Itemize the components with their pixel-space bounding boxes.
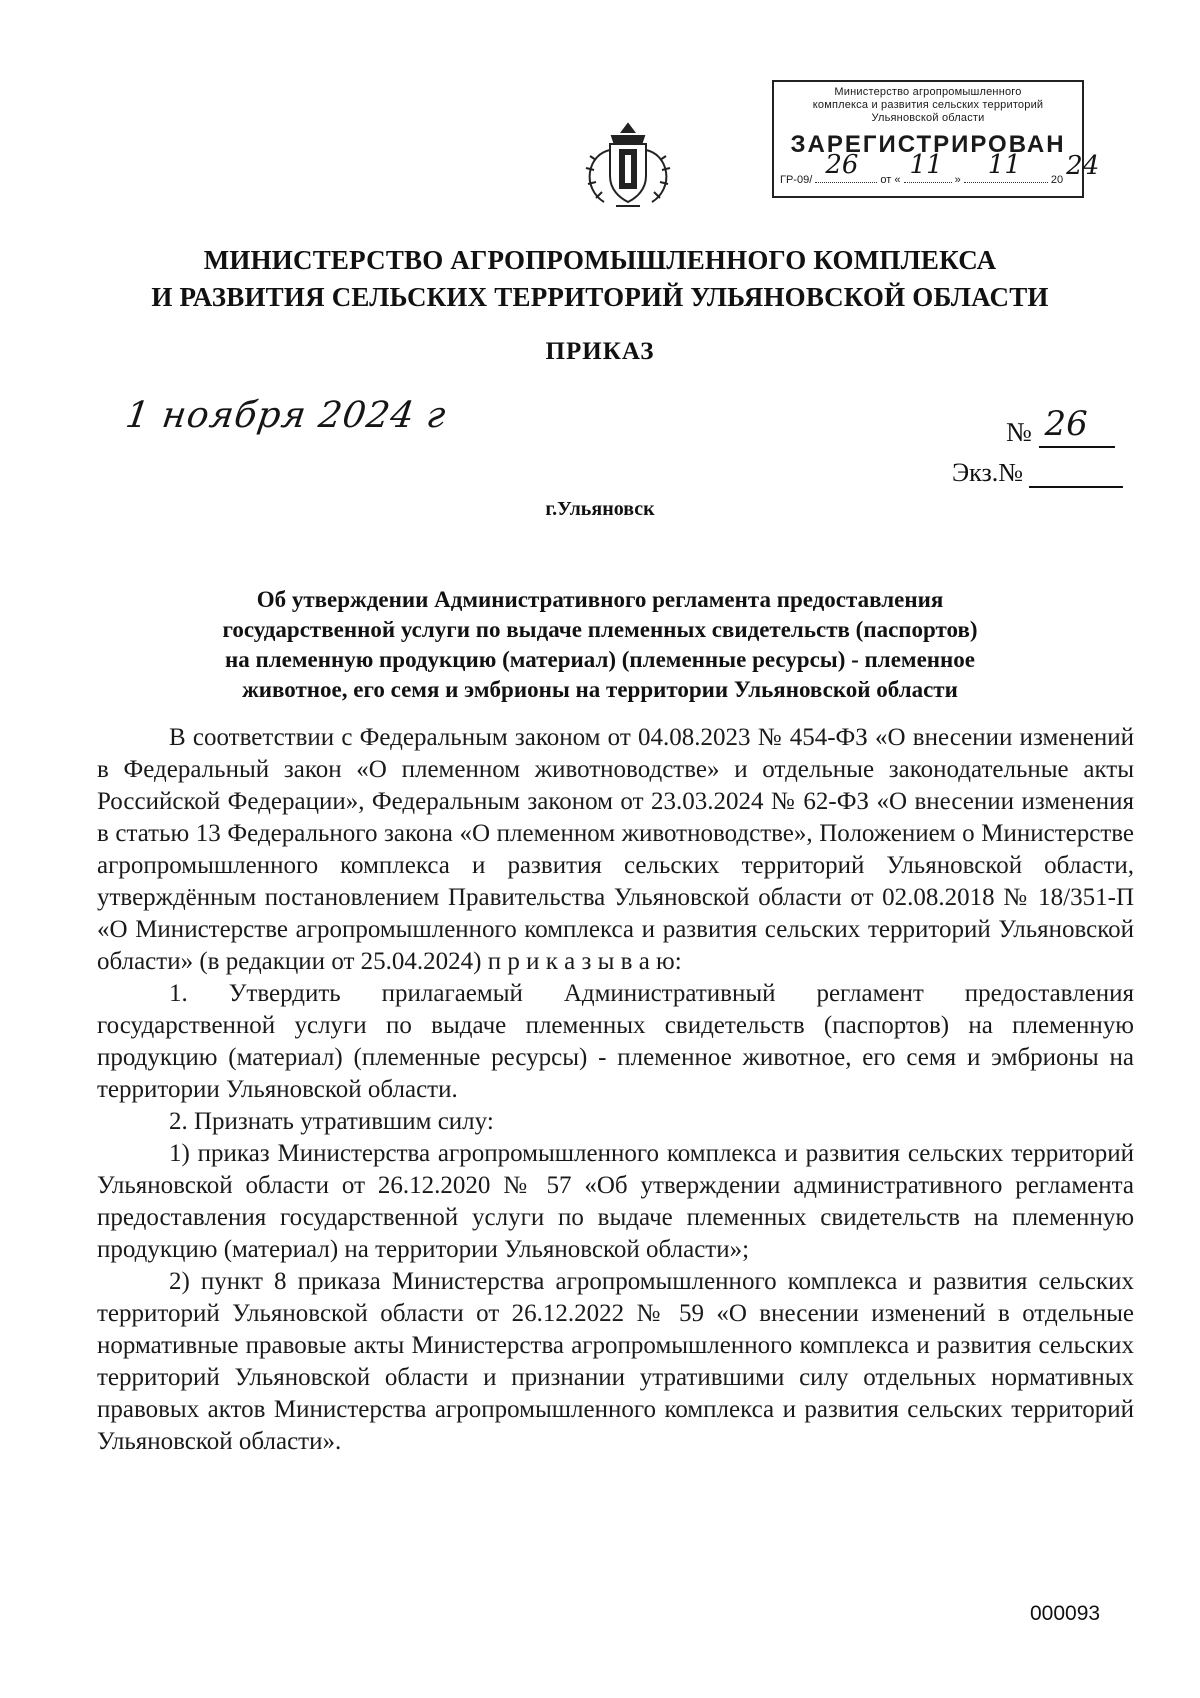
stamp-reg-year: 24 xyxy=(1066,151,1100,181)
handwritten-date: 1 ноября 2024 г xyxy=(123,395,450,436)
stamp-reg-day: 11 xyxy=(909,150,943,180)
number-value: 26 xyxy=(1044,404,1088,444)
order-body xyxy=(97,722,1134,1458)
subject-line4: животное, его семя и эмбрионы на территории Ульяновской области xyxy=(242,677,958,702)
subject-line2: государственной услуги по выдаче племенных свидетельств (паспортов) xyxy=(222,617,978,642)
order-number xyxy=(1006,404,1115,448)
item-1-paragraph: 1. Утвердить прилагаемый Административный регламент предоставления государственной услуги по выдаче племенных свидетельств (паспортов) на племенную продукцию (материал) (племенные ресурсы) - племенное животное, его семя и эмбрионы на территории Ульяновской области. xyxy=(97,980,1134,1103)
registration-stamp xyxy=(772,80,1100,198)
ministry-name xyxy=(150,242,1050,316)
page-code: 000093 xyxy=(1030,1602,1101,1625)
coat-of-arms-icon xyxy=(582,120,674,212)
order-subject xyxy=(150,585,1050,705)
number-label: № xyxy=(1006,417,1032,447)
item-2-2-paragraph: 2) пункт 8 приказа Министерства агропромышленного комплекса и развития сельских территорий Ульяновской области от 26.12.2022 № 59 «О внесении изменений в отдельные нормативные правовые акты Министерства агропромышленного комплекса и развития сельских территорий Ульяновской области и признании утратившими силу отдельных нормативных правовых актов Министерства агропромышленного комплекса и развития сельских территорий Ульяновской области». xyxy=(97,1268,1134,1455)
copy-number xyxy=(952,458,1123,488)
subject-line1: Об утверждении Административного регламента предоставления xyxy=(256,587,944,612)
item-2-1-paragraph: 1) приказ Министерства агропромышленного комплекса и развития сельских территорий Ульяновской области от 26.12.2020 № 57 «Об утверждении административного регламента предоставления государственной услуги по выдаче племенных свидетельств на племенную продукцию (материал) на территории Ульяновской области»; xyxy=(97,1140,1134,1263)
stamp-registered-label: ЗАРЕГИСТРИРОВАН xyxy=(790,131,1066,158)
stamp-registration-line: ГР-09/ 26 от « 11 » 11 20 24 xyxy=(780,150,1100,186)
item-2-paragraph: 2. Признать утратившим силу: xyxy=(169,1108,494,1135)
subject-line3: на племенную продукцию (материал) (племенные ресурсы) - племенное xyxy=(224,647,976,672)
stamp-org-line2: комплекса и развития сельских территорий xyxy=(812,99,1044,111)
stamp-reg-prefix: ГР-09/ xyxy=(780,174,813,186)
stamp-reg-year-prefix: 20 xyxy=(1050,174,1064,186)
document-type: ПРИКАЗ xyxy=(545,338,655,365)
ministry-line2: И РАЗВИТИЯ СЕЛЬСКИХ ТЕРРИТОРИЙ УЛЬЯНОВСКОЙ ОБЛАСТИ xyxy=(151,282,1049,312)
stamp-reg-from: от « xyxy=(880,174,901,186)
ministry-line1: МИНИСТЕРСТВО АГРОПРОМЫШЛЕННОГО КОМПЛЕКСА xyxy=(203,245,997,275)
stamp-reg-month: 11 xyxy=(987,150,1021,180)
copy-label: Экз.№ xyxy=(952,458,1024,487)
preamble-paragraph: В соответствии с Федеральным законом от 04.08.2023 № 454-ФЗ «О внесении изменений в Федеральный закон «О племенном животноводстве» и отдельные законодательные акты Российской Федерации», Федеральным законом от 23.03.2024 № 62-ФЗ «О внесении изменения в статью 13 Федерального закона «О племенном животноводстве», Положением о Министерстве агропромышленного комплекса и развития сельских территорий Ульяновской области, утверждённым постановлением Правительства Ульяновской области от 02.08.2018 № 18/351-П «О Министерстве агропромышленного комплекса и развития сельских территорий Ульяновской области» (в редакции от 25.04.2024) п р и к а з ы в а ю: xyxy=(97,724,1134,975)
city: г.Ульяновск xyxy=(545,498,655,520)
stamp-reg-number: 26 xyxy=(825,150,859,180)
stamp-org-line3: Ульяновской области xyxy=(871,112,985,124)
stamp-org-line1: Министерство агропромышленного xyxy=(834,86,1022,98)
